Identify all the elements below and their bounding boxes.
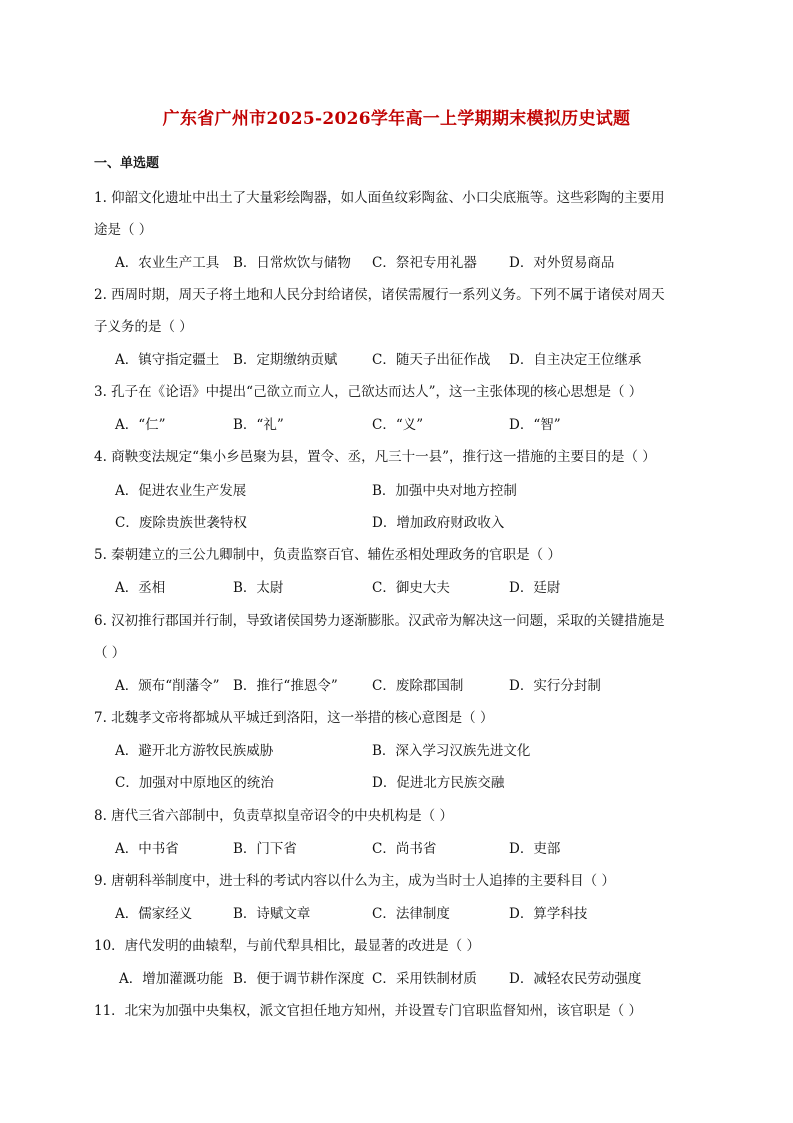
- question-2-option-a: A．镇守指定疆土: [115, 352, 220, 368]
- page-title: 广东省广州市2025-2026学年高一上学期期末模拟历史试题: [162, 109, 631, 129]
- question-2-line-2: 子义务的是（ ）: [94, 319, 193, 335]
- question-7-option-b: B．深入学习汉族先进文化: [372, 743, 531, 759]
- question-8-line-1: 8. 唐代三省六部制中，负责草拟皇帝诏令的中央机构是（ ）: [94, 808, 453, 824]
- question-9-option-c: C．法律制度: [372, 906, 450, 922]
- question-11-line-1: 11．北宋为加强中央集权，派文官担任地方知州，并设置专门官职监督知州，该官职是（ ）: [94, 1003, 642, 1019]
- question-1-option-d: D．对外贸易商品: [509, 255, 615, 271]
- question-3-option-c: C．“义”: [372, 417, 424, 433]
- question-5-option-d: D．廷尉: [509, 580, 561, 596]
- question-3-option-a: A．“仁”: [115, 417, 166, 433]
- question-1-line-1: 1. 仰韶文化遗址中出土了大量彩绘陶器，如人面鱼纹彩陶盆、小口尖底瓶等。这些彩陶的主要用: [94, 190, 665, 206]
- question-5-option-b: B．太尉: [233, 580, 284, 596]
- question-10-line-1: 10．唐代发明的曲辕犁，与前代犁具相比，最显著的改进是（ ）: [94, 938, 480, 954]
- question-6-line-1: 6. 汉初推行郡国并行制，导致诸侯国势力逐渐膨胀。汉武帝为解决这一问题，采取的关键措施是: [94, 613, 665, 629]
- question-9-option-d: D．算学科技: [509, 906, 588, 922]
- question-6-option-a: A．颁布“削藩令”: [115, 678, 220, 694]
- question-1-line-2: 途是（ ）: [94, 222, 153, 238]
- question-2-option-c: C．随天子出征作战: [372, 352, 491, 368]
- question-7-option-c: C．加强对中原地区的统治: [115, 775, 274, 791]
- question-5-line-1: 5. 秦朝建立的三公九卿制中，负责监察百官、辅佐丞相处理政务的官职是（ ）: [94, 547, 561, 563]
- question-7-option-a: A．避开北方游牧民族威胁: [115, 743, 274, 759]
- question-4-line-1: 4. 商鞅变法规定“集小乡邑聚为县，置令、丞，凡三十一县”，推行这一措施的主要目的是（ ）: [94, 449, 656, 465]
- question-2-option-b: B．定期缴纳贡赋: [233, 352, 338, 368]
- question-1-option-c: C．祭祀专用礼器: [372, 255, 477, 271]
- question-1-option-b: B．日常炊饮与储物: [233, 255, 351, 271]
- question-4-option-c: C．废除贵族世袭特权: [115, 515, 247, 531]
- question-4-option-b: B．加强中央对地方控制: [372, 483, 517, 499]
- question-8-option-a: A．中书省: [115, 841, 179, 857]
- question-3-option-d: D．“智”: [509, 417, 561, 433]
- question-6-option-d: D．实行分封制: [509, 678, 601, 694]
- question-8-option-c: C．尚书省: [372, 841, 437, 857]
- question-10-option-d: D．减轻农民劳动强度: [509, 971, 642, 987]
- question-10-option-b: B．便于调节耕作深度: [233, 971, 365, 987]
- question-7-line-1: 7. 北魏孝文帝将都城从平城迁到洛阳，这一举措的核心意图是（ ）: [94, 710, 494, 726]
- question-10-option-a: A．增加灌溉功能: [119, 971, 224, 987]
- question-4-option-a: A．促进农业生产发展: [115, 483, 247, 499]
- question-9-line-1: 9. 唐朝科举制度中，进士科的考试内容以什么为主，成为当时士人追捧的主要科目（ ）: [94, 873, 615, 889]
- question-9-option-a: A．儒家经义: [115, 906, 193, 922]
- question-7-option-d: D．促进北方民族交融: [372, 775, 505, 791]
- question-4-option-d: D．增加政府财政收入: [372, 515, 505, 531]
- question-10-option-c: C．采用铁制材质: [372, 971, 477, 987]
- question-6-option-b: B．推行“推恩令”: [233, 678, 338, 694]
- question-9-option-b: B．诗赋文章: [233, 906, 311, 922]
- question-8-option-d: D．吏部: [509, 841, 561, 857]
- question-5-option-a: A．丞相: [115, 580, 166, 596]
- question-3-option-b: B．“礼”: [233, 417, 284, 433]
- question-8-option-b: B．门下省: [233, 841, 297, 857]
- question-2-option-d: D．自主决定王位继承: [509, 352, 642, 368]
- question-5-option-c: C．御史大夫: [372, 580, 450, 596]
- question-6-option-c: C．废除郡国制: [372, 678, 464, 694]
- question-3-line-1: 3. 孔子在《论语》中提出“己欲立而立人，己欲达而达人”，这一主张体现的核心思想是（ ）: [94, 384, 643, 400]
- question-2-line-1: 2. 西周时期，周天子将土地和人民分封给诸侯，诸侯需履行一系列义务。下列不属于诸侯对周天: [94, 287, 665, 303]
- question-1-option-a: A．农业生产工具: [115, 255, 220, 271]
- section-heading: 一、单选题: [94, 156, 160, 171]
- question-6-line-2: （ ）: [94, 645, 126, 661]
